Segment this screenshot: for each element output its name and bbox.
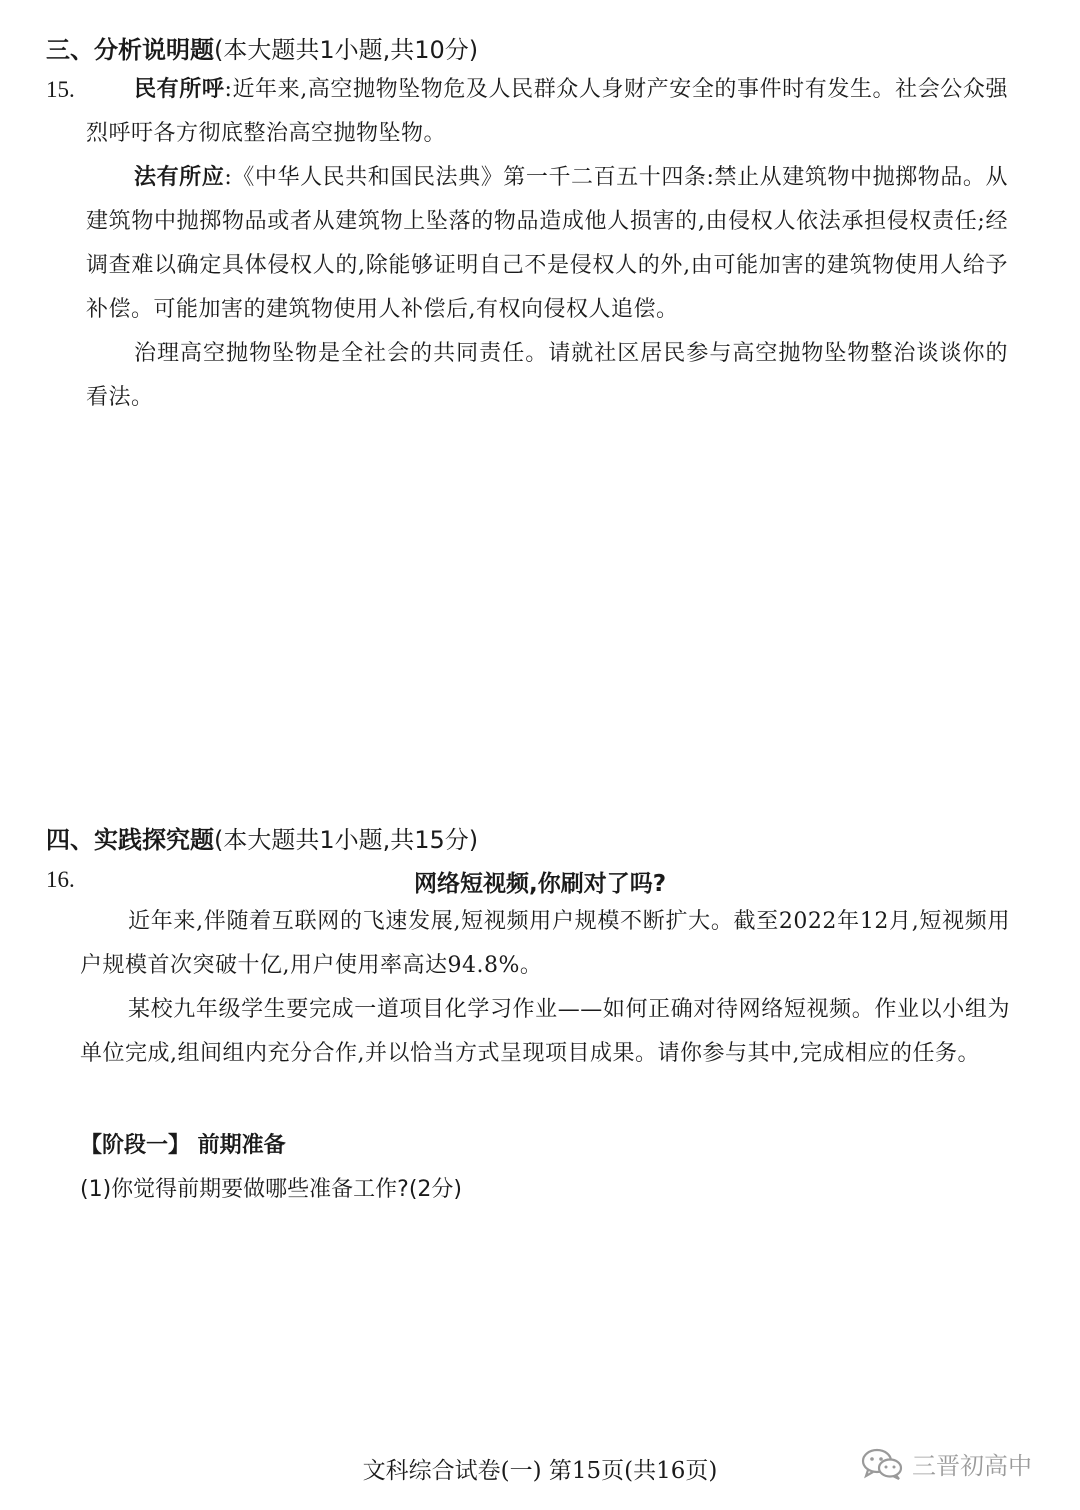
question-16-paragraph-2: 某校九年级学生要完成一道项目化学习作业——如何正确对待网络短视频。作业以小组为单位完成,组间组内充分合作,并以恰当方式呈现项目成果。请你参与其中,完成相应的任务。 [80, 997, 1010, 1066]
sub-question-1: (1)你觉得前期要做哪些准备工作?(2分) [80, 1177, 463, 1202]
watermark-text: 三晋初高中 [912, 1452, 1032, 1480]
section-3-note: (本大题共1小题,共10分) [214, 36, 479, 64]
q15-p2-text: :《中华人民共和国民法典》第一千二百五十四条:禁止从建筑物中抛掷物品。从建筑物中抛掷物品或者从建筑物上坠落的物品造成他人损害的,由侵权人依法承担侵权责任;经调查难以确定具体侵权人的,除能够证明自己不是侵权人的外,由可能加害的建筑物使用人给予补偿。可能加害的建筑物使用人补偿后,有权向侵权人追偿。 [86, 165, 1008, 322]
question-16-paragraph-1: 近年来,伴随着互联网的飞速发展,短视频用户规模不断扩大。截至2022年12月,短视频用户规模首次突破十亿,用户使用率高达94.8%。 [80, 909, 1010, 978]
page-footer: 文科综合试卷(一) 第15页(共16页) [362, 1458, 718, 1484]
q15-p1-label: 民有所呼 [134, 77, 225, 102]
q15-p2-label: 法有所应 [134, 165, 225, 190]
section-3-heading [46, 30, 478, 65]
section-4-heading [46, 820, 478, 855]
question-15-number: 15. [46, 77, 75, 102]
section-4-note: (本大题共1小题,共15分) [214, 826, 479, 854]
stage-1-heading: 【阶段一】 前期准备 [80, 1133, 286, 1158]
q15-p1-text: :近年来,高空抛物坠物危及人民群众人身财产安全的事件时有发生。社会公众强烈呼吁各方彻底整治高空抛物坠物。 [86, 77, 1008, 146]
question-16-number: 16. [46, 867, 75, 892]
question-15-paragraph-1 [86, 68, 1008, 156]
question-15-paragraph-2 [86, 156, 1008, 332]
section-3-title: 三、分析说明题 [46, 36, 214, 64]
wechat-icon [860, 1448, 904, 1480]
question-16-title: 网络短视频,你刷对了吗? [413, 871, 667, 897]
question-15-paragraph-3: 治理高空抛物坠物是全社会的共同责任。请就社区居民参与高空抛物坠物整治谈谈你的看法。 [86, 341, 1008, 410]
section-4-title: 四、实践探究题 [46, 826, 214, 854]
watermark [860, 1446, 1032, 1481]
